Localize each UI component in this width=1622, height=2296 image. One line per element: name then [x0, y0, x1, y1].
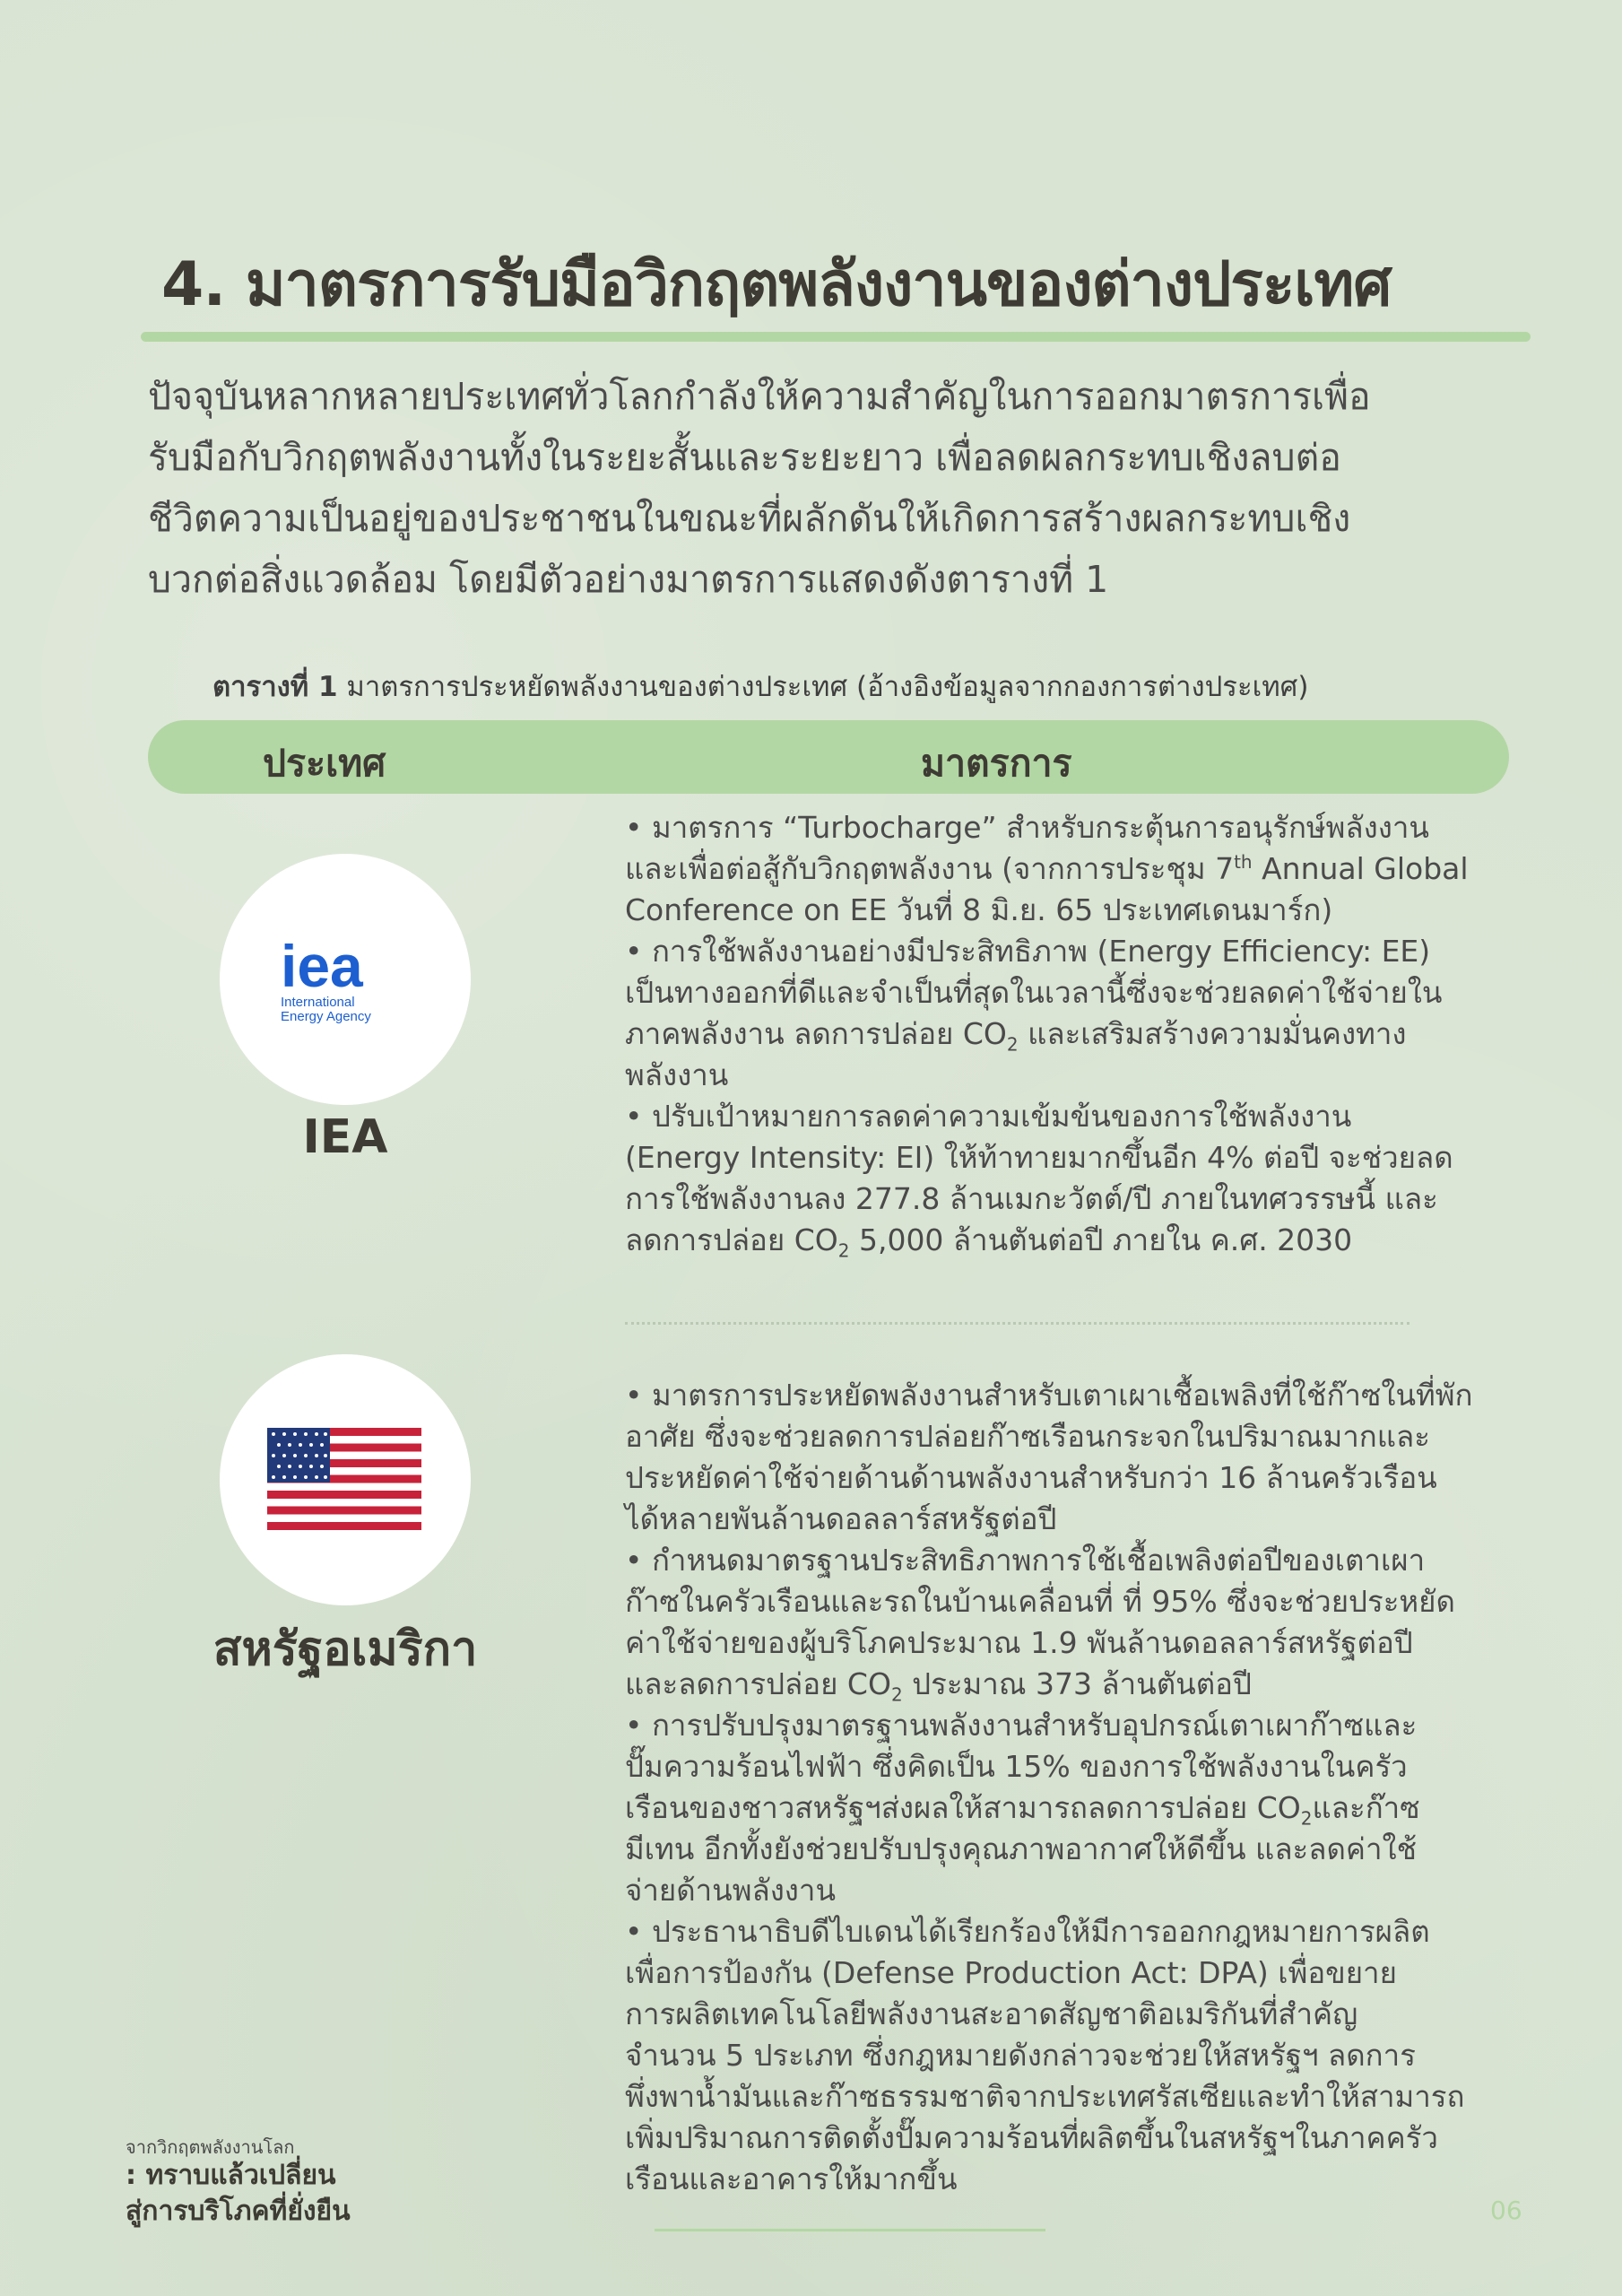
intro-line: ชีวิตความเป็นอยู่ของประชาชนในขณะที่ผลักดันให้เกิดการสร้างผลกระทบเชิง: [148, 497, 1351, 540]
measure-line: การผลิตเทคโนโลยีพลังงานสะอาดสัญชาติอเมริกันที่สำคัญ: [625, 1996, 1358, 2031]
measure-line: อาศัย ซึ่งจะช่วยลดการปล่อยก๊าซเรือนกระจกในปริมาณมากและ: [625, 1419, 1430, 1454]
measures-iea: [625, 807, 1469, 1262]
iea-logo-mark: iea: [281, 935, 363, 999]
measure-line: ค่าใช้จ่ายของผู้บริโภคประมาณ 1.9 พันล้านดอลลาร์สหรัฐต่อปี: [625, 1625, 1413, 1660]
measure-line: • การปรับปรุงมาตรฐานพลังงานสำหรับอุปกรณ์เตาเผาก๊าซและ: [625, 1708, 1418, 1743]
footer-series-title: [126, 2158, 351, 2230]
measure-line: การใช้พลังงานลง 277.8 ล้านเมกะวัตต์/ปี ภายในทศวรรษนี้ และ: [625, 1181, 1438, 1216]
row-divider: [625, 1322, 1409, 1325]
footer-title-line: สู่การบริโภคที่ยั่งยืน: [126, 2196, 351, 2227]
measure-line: ลดการปล่อย $CO_2$ 5,000 ล้านตันต่อปี ภายใน ค.ศ. 2030: [625, 1222, 1353, 1262]
intro-line: บวกต่อสิ่งแวดล้อม โดยมีตัวอย่างมาตรการแสดงดังตารางที่ 1: [148, 558, 1109, 601]
measure-line: พึ่งพาน้ำมันและก๊าซธรรมชาติจากประเทศรัสเซียและทำให้สามารถ: [625, 2079, 1465, 2114]
table-caption-text: มาตรการประหยัดพลังงานของต่างประเทศ (อ้างอิงข้อมูลจากกองการต่างประเทศ): [337, 671, 1309, 703]
measure-line: • มาตรการประหยัดพลังงานสำหรับเตาเผาเชื้อเพลิงที่ใช้ก๊าซในที่พัก: [625, 1378, 1473, 1413]
country-name-usa: สหรัฐอเมริกา: [213, 1622, 478, 1676]
measure-line: และเพื่อต่อสู้กับวิกฤตพลังงาน (จากการประชุม 7th Annual Global: [625, 851, 1469, 886]
measure-line: • มาตรการ “Turbocharge” สำหรับกระตุ้นการอนุรักษ์พลังงาน: [625, 810, 1429, 845]
measures-usa: [625, 1375, 1473, 2200]
page-number: 06: [1490, 2196, 1522, 2225]
us-flag-circle: [220, 1354, 471, 1605]
measure-line: จ่ายด้านพลังงาน: [625, 1873, 837, 1908]
header-country: ประเทศ: [263, 742, 386, 785]
measure-line: • การใช้พลังงานอย่างมีประสิทธิภาพ (Energy Efficiency: EE): [625, 934, 1431, 969]
footer-rule: [655, 2229, 1045, 2231]
table-header: [148, 720, 1509, 794]
iea-logo-circle: [220, 854, 471, 1105]
iea-logo-line2: Energy Agency: [281, 1009, 371, 1024]
measure-line: พลังงาน: [625, 1057, 729, 1092]
measure-line: ก๊าซในครัวเรือนและรถในบ้านเคลื่อนที่ ที่ 95% ซึ่งจะช่วยประหยัด: [625, 1584, 1455, 1619]
measure-line: (Energy Intensity: EI) ให้ท้าทายมากขึ้นอีก 4% ต่อปี จะช่วยลด: [625, 1140, 1453, 1175]
measure-line: เรือนและอาคารให้มากขึ้น: [625, 2161, 958, 2196]
measure-line: • กำหนดมาตรฐานประสิทธิภาพการใช้เชื้อเพลิงต่อปีของเตาเผา: [625, 1543, 1426, 1578]
measure-line: ภาคพลังงาน ลดการปล่อย $CO_2$ และเสริมสร้างความมั่นคงทาง: [625, 1016, 1407, 1056]
title-underline: [141, 332, 1531, 342]
measure-line: มีเทน อีกทั้งยังช่วยปรับปรุงคุณภาพอากาศให้ดีขึ้น และลดค่าใช้: [625, 1831, 1418, 1866]
measure-line: ได้หลายพันล้านดอลลาร์สหรัฐต่อปี: [625, 1501, 1057, 1536]
table-caption: [213, 664, 1557, 709]
measure-line: เพิ่มปริมาณการติดตั้งปั๊มความร้อนที่ผลิตขึ้นในสหรัฐฯในภาคครัว: [625, 2120, 1438, 2155]
iea-logo-line1: International: [281, 995, 355, 1010]
page-title: 4. มาตรการรับมือวิกฤตพลังงานของต่างประเทศ: [161, 249, 1392, 320]
measure-line: ประหยัดค่าใช้จ่ายด้านด้านพลังงานสำหรับกว่า 16 ล้านครัวเรือน: [625, 1460, 1437, 1495]
table-caption-label: ตารางที่ 1: [213, 671, 338, 703]
measure-line: ปั๊มความร้อนไฟฟ้า ซึ่งคิดเป็น 15% ของการใช้พลังงานในครัว: [625, 1749, 1408, 1784]
measure-line: และลดการปล่อย $CO_2$ ประมาณ 373 ล้านตันต่อปี: [625, 1666, 1252, 1706]
footer-series-label: จากวิกฤตพลังงานโลก: [126, 2136, 295, 2158]
intro-line: ปัจจุบันหลากหลายประเทศทั่วโลกกำลังให้ความสำคัญในการออกมาตรการเพื่อ: [148, 375, 1371, 418]
measure-line: เป็นทางออกที่ดีและจำเป็นที่สุดในเวลานี้ซึ่งจะช่วยลดค่าใช้จ่ายใน: [625, 975, 1443, 1010]
intro-line: รับมือกับวิกฤตพลังงานทั้งในระยะสั้นและระยะยาว เพื่อลดผลกระทบเชิงลบต่อ: [148, 436, 1341, 479]
iea-logo-icon: [277, 935, 421, 1024]
us-flag-icon: [267, 1428, 421, 1530]
measure-line: เรือนของชาวสหรัฐฯส่งผลให้สามารถลดการปล่อย $CO_2$และก๊าซ: [625, 1790, 1420, 1830]
footer-title-line: : ทราบแล้วเปลี่ยน: [126, 2160, 336, 2191]
measure-line: เพื่อการป้องกัน (Defense Production Act: DPA) เพื่อขยาย: [625, 1955, 1397, 1990]
measure-line: • ปรับเป้าหมายการลดค่าความเข้มข้นของการใช้พลังงาน: [625, 1099, 1352, 1134]
header-measure: มาตรการ: [921, 742, 1072, 785]
measure-line: จำนวน 5 ประเภท ซึ่งกฎหมายดังกล่าวจะช่วยให้สหรัฐฯ ลดการ: [625, 2038, 1416, 2073]
measure-line: • ประธานาธิบดีไบเดนได้เรียกร้องให้มีการออกกฎหมายการผลิต: [625, 1914, 1430, 1949]
intro-paragraph: [148, 366, 1547, 610]
country-name-iea: IEA: [302, 1110, 388, 1164]
measure-line: Conference on EE วันที่ 8 มิ.ย. 65 ประเทศเดนมาร์ก): [625, 892, 1333, 927]
